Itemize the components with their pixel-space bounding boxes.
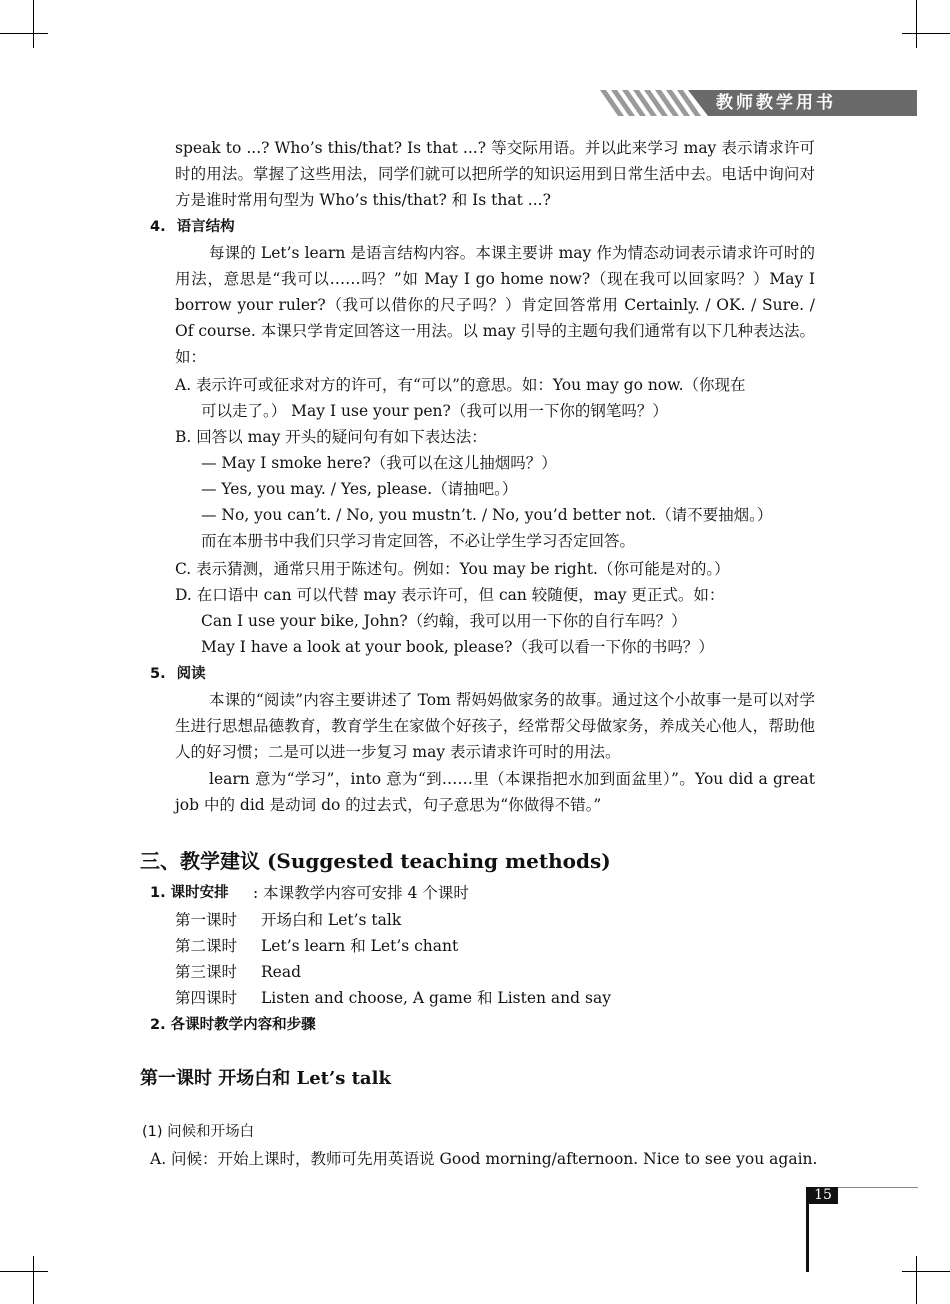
schedule-label: 第一课时 [175,911,238,929]
item-d-line3: May I have a look at your book, please?（我可以看一下你的书吗？） [201,638,714,656]
schedule-heading [150,880,229,906]
schedule-title: 1. 课时安排 [150,885,229,901]
schedule-label: 第二课时 [175,937,238,955]
reading-paragraph-1: 本课的“阅读”内容主要讲述了 Tom 帮妈妈做家务的故事。通过这个小故事一是可以对学生进行思想品德教育，教育学生在家做个好孩子，经常帮父母做家务，养成关心他人，帮助他人的好习惯；二是可以进一步复习 may 表示请求许可时的用法。 [175,691,815,761]
section-heading-4 [150,214,235,240]
item-b-line1: B. 回答以 may 开头的疑问句有如下表达法： [175,428,487,446]
crop-mark [33,0,34,48]
schedule-content: Listen and choose, A game 和 Listen and say [261,989,611,1007]
intro-paragraph: speak to ...? Who’s this/that? Is that ...? 等交际用语。并以此来学习 may 表示请求许可时的用法。掌握了这些用法，同学们就可以把所学的知识运用到日常生活中去。电话中询问对方是谁时常用句型为 Who’s this/that? 和 Is that ...? [175,139,815,209]
crop-mark [916,1256,917,1304]
item-c-line: C. 表示猜测，通常只用于陈述句。例如：You may be right.（你可能是对的。） [175,560,730,578]
crop-mark [916,0,917,48]
schedule-content: Read [261,963,302,981]
item-b-line2: — May I smoke here?（我可以在这儿抽烟吗？） [201,454,557,472]
section-title: 语言结构 [176,219,235,235]
page-number: 15 [808,1187,838,1204]
crop-mark [0,33,48,34]
section-title: 阅读 [176,666,206,682]
language-structure-paragraph: 每课的 Let’s learn 是语言结构内容。本课主要讲 may 作为情态动词表示请求许可时的用法，意思是“我可以……吗？”如 May I go home now?（现在我可以回家吗？）May I borrow your ruler?（我可以借你的尺子吗？）肯定回答常用 Certainly. / OK. / Sure. / Of course. 本课只学肯定回答这一用法。以 may 引导的主题句我们通常有以下几种表达法。如： [175,244,815,366]
schedule-content: 开场白和 Let’s talk [261,911,402,929]
item-b-line3: — Yes, you may. / Yes, please.（请抽吧。） [201,480,518,498]
steps-heading: 2. 各课时教学内容和步骤 [150,1017,316,1033]
crop-mark [902,33,950,34]
schedule-content: Let’s learn 和 Let’s chant [261,937,459,955]
greeting-subheading: (1) 问候和开场白 [142,1124,255,1140]
section-number: 4. [150,219,166,235]
greeting-line: A. 问候：开始上课时，教师可先用英语说 Good morning/afternoon. Nice to see you again. [150,1150,818,1168]
header-title: 教师教学用书 [716,93,836,113]
crop-mark [902,1271,950,1272]
item-d-line2: Can I use your bike, John?（约翰，我可以用一下你的自行车吗？） [201,612,687,630]
part-three-heading: 三、教学建议 (Suggested teaching methods) [140,849,611,873]
schedule-intro: : 本课教学内容可安排 4 个课时 [253,884,469,902]
schedule-label: 第四课时 [175,989,238,1007]
item-d-line1: D. 在口语中 can 可以代替 may 表示许可，但 can 较随便，may 更正式。如： [175,586,725,604]
item-a-line1: A. 表示许可或征求对方的许可，有“可以”的意思。如：You may go now.（你现在 [175,376,746,394]
reading-paragraph-2: learn 意为“学习”，into 意为“到……里（本课指把水加到面盆里）”。You did a great job 中的 did 是动词 do 的过去式，句子意思为“你做得不错。” [175,770,815,814]
lesson-one-heading: 第一课时 开场白和 Let’s talk [140,1068,391,1089]
schedule-label: 第三课时 [175,963,238,981]
item-a-line2: 可以走了。） May I use your pen?（我可以用一下你的钢笔吗？） [201,402,668,420]
crop-mark [0,1271,48,1272]
crop-mark [33,1256,34,1304]
item-b-line5: 而在本册书中我们只学习肯定回答，不必让学生学习否定回答。 [201,532,636,550]
item-b-line4: — No, you can’t. / No, you mustn’t. / No, you’d better not.（请不要抽烟。） [201,506,773,524]
section-heading-5 [150,661,206,687]
section-number: 5. [150,666,166,682]
